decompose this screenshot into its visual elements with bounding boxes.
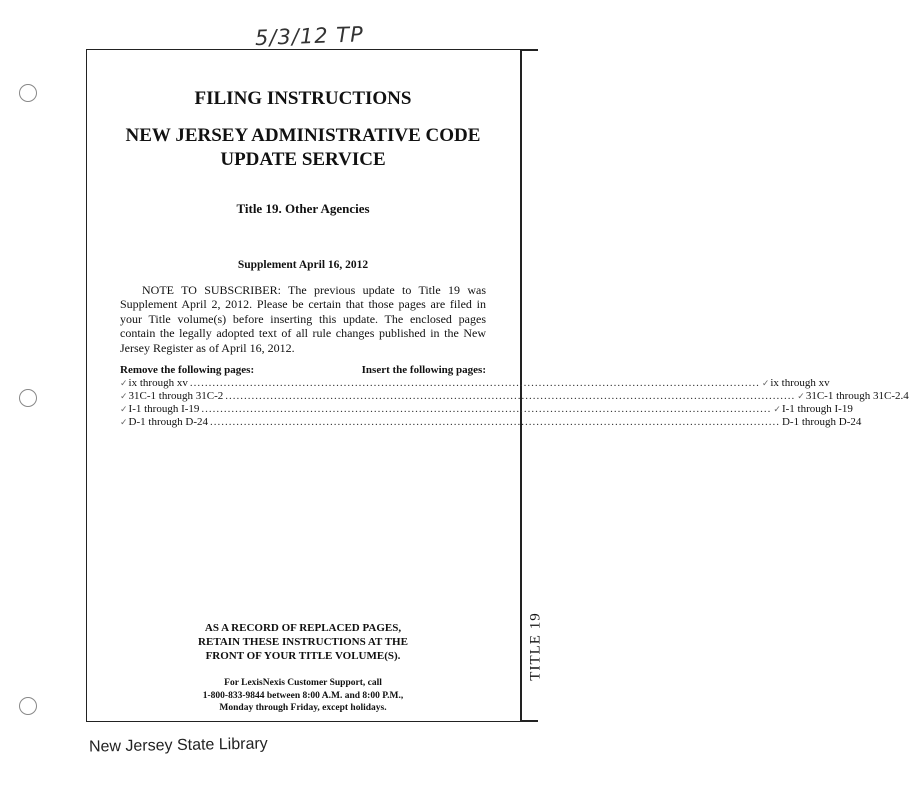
- insert-pages: ix through xv: [770, 377, 830, 389]
- supplement-date: Supplement April 16, 2012: [237, 259, 369, 271]
- insert-header: Insert the following pages:: [361, 364, 486, 376]
- subtitle-line-1: NEW JERSEY ADMINISTRATIVE CODE: [125, 125, 481, 146]
- leader-dots: ........................................................................................................................................................: [189, 377, 760, 389]
- remove-pages: 31C-1 through 31C-2: [128, 390, 224, 402]
- spine-label: TITLE 19: [527, 611, 544, 681]
- checkmark-icon: ✓: [797, 392, 805, 402]
- punch-hole: [19, 389, 37, 407]
- record-line-1: AS A RECORD OF REPLACED PAGES,: [204, 622, 402, 634]
- spine-tab: [520, 600, 552, 692]
- remove-pages: ix through xv: [128, 377, 188, 389]
- subtitle-line-2: UPDATE SERVICE: [220, 149, 386, 170]
- checkmark-icon: ✓: [120, 405, 128, 415]
- pages-table: [120, 377, 909, 429]
- spine-bottom-border: [520, 720, 538, 722]
- leader-dots: ........................................................................................................................................................: [225, 390, 796, 402]
- punch-hole: [19, 84, 37, 102]
- checkmark-icon: ✓: [773, 405, 781, 415]
- leader-dots: ........................................................................................................................................................: [209, 416, 780, 428]
- title-section: Title 19. Other Agencies: [236, 201, 370, 216]
- insert-pages: D-1 through D-24: [781, 416, 862, 428]
- library-stamp: New Jersey State Library: [88, 735, 268, 756]
- customer-support: [86, 677, 520, 715]
- handwritten-date-note: 5/3/12 TP: [254, 22, 365, 51]
- note-to-subscriber: NOTE TO SUBSCRIBER: The previous update to Title 19 was Supplement April 2, 2012. Please be certain that those pages are filed in your Title volume(s) before inserting this update. The enclosed pages contain the legally adopted text of all rule changes published in the New Jersey Register as of April 16, 2012.: [120, 283, 486, 355]
- subtitle: [86, 124, 520, 172]
- support-line-3: Monday through Friday, except holidays.: [219, 703, 387, 713]
- spine-top-border: [520, 49, 538, 51]
- page-title: FILING INSTRUCTIONS: [194, 88, 412, 109]
- checkmark-icon: ✓: [120, 379, 128, 389]
- table-row: [120, 390, 909, 403]
- table-row: [120, 416, 862, 429]
- record-line-2: RETAIN THESE INSTRUCTIONS AT THE: [198, 636, 408, 648]
- insert-pages: I-1 through I-19: [781, 403, 853, 415]
- pages-table-header: [120, 364, 486, 376]
- remove-pages: I-1 through I-19: [128, 403, 200, 415]
- insert-pages: 31C-1 through 31C-2.4: [805, 390, 909, 402]
- punch-hole: [19, 697, 37, 715]
- record-instructions: [86, 621, 520, 663]
- checkmark-icon: ✓: [761, 379, 770, 389]
- checkmark-icon: ✓: [120, 418, 128, 428]
- record-line-3: FRONT OF YOUR TITLE VOLUME(S).: [205, 650, 401, 662]
- support-line-1: For LexisNexis Customer Support, call: [224, 678, 382, 688]
- remove-header: Remove the following pages:: [120, 364, 255, 376]
- checkmark-icon: ✓: [120, 392, 128, 402]
- leader-dots: ........................................................................................................................................................: [201, 403, 772, 415]
- support-line-2: 1-800-833-9844 between 8:00 A.M. and 8:00 P.M.,: [202, 690, 404, 701]
- table-row: [120, 377, 830, 390]
- table-row: [120, 403, 853, 416]
- remove-pages: D-1 through D-24: [128, 416, 208, 428]
